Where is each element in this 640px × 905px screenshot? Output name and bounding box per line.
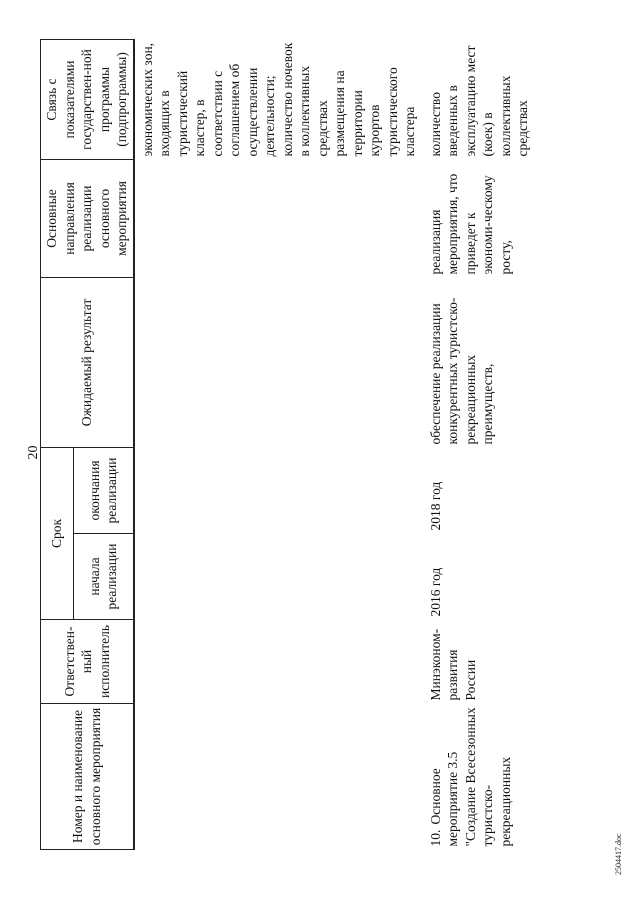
row10-number: 10. — [427, 829, 443, 847]
header-period: Срок — [41, 447, 74, 619]
row10-link: количество введенных в эксплуатацию мест (коек) в коллективных средствах — [427, 45, 530, 157]
table-row-continuation — [134, 39, 423, 849]
header-result: Ожидаемый результат — [41, 277, 134, 447]
header-directions: Основные направления реализации основного мероприятия — [41, 159, 134, 277]
row10-executor: Минэконом-развития России — [427, 628, 478, 701]
measures-table — [40, 39, 536, 850]
row10-name: Основное мероприятие 3.5 "Создание Всесезонных туристско-рекреационных — [427, 707, 513, 847]
row10-name-cell — [423, 704, 536, 850]
header-start: начала реализации — [74, 534, 134, 620]
row10-directions: реализация мероприятия, что приведет к экономи-ческому росту, — [427, 173, 513, 275]
table-row-10 — [423, 39, 536, 849]
header-executor: Ответствен-ный исполнитель — [41, 620, 134, 704]
row10-result: обеспечение реализации конкурентных туристско-рекреационных преимуществ, — [427, 297, 495, 445]
row10-start: 2016 год — [427, 567, 443, 617]
header-end: окончания реализации — [74, 447, 134, 533]
footer-file-code: 2504417.doc — [614, 833, 623, 875]
page-number: 20 — [26, 445, 41, 460]
row10-end: 2018 год — [427, 481, 443, 531]
continuation-link-cell: экономических зон, входящих в туристический кластер, в соответствии с соглашением об осуществлении деятельности; количество ночевок в коллективных средствах размещения на территории курортов туристического кластера — [139, 42, 417, 157]
header-name: Номер и наименование основного мероприятия — [41, 704, 134, 850]
header-link: Связь с показателями государствен-ной программы (подпрограммы) — [41, 39, 134, 159]
